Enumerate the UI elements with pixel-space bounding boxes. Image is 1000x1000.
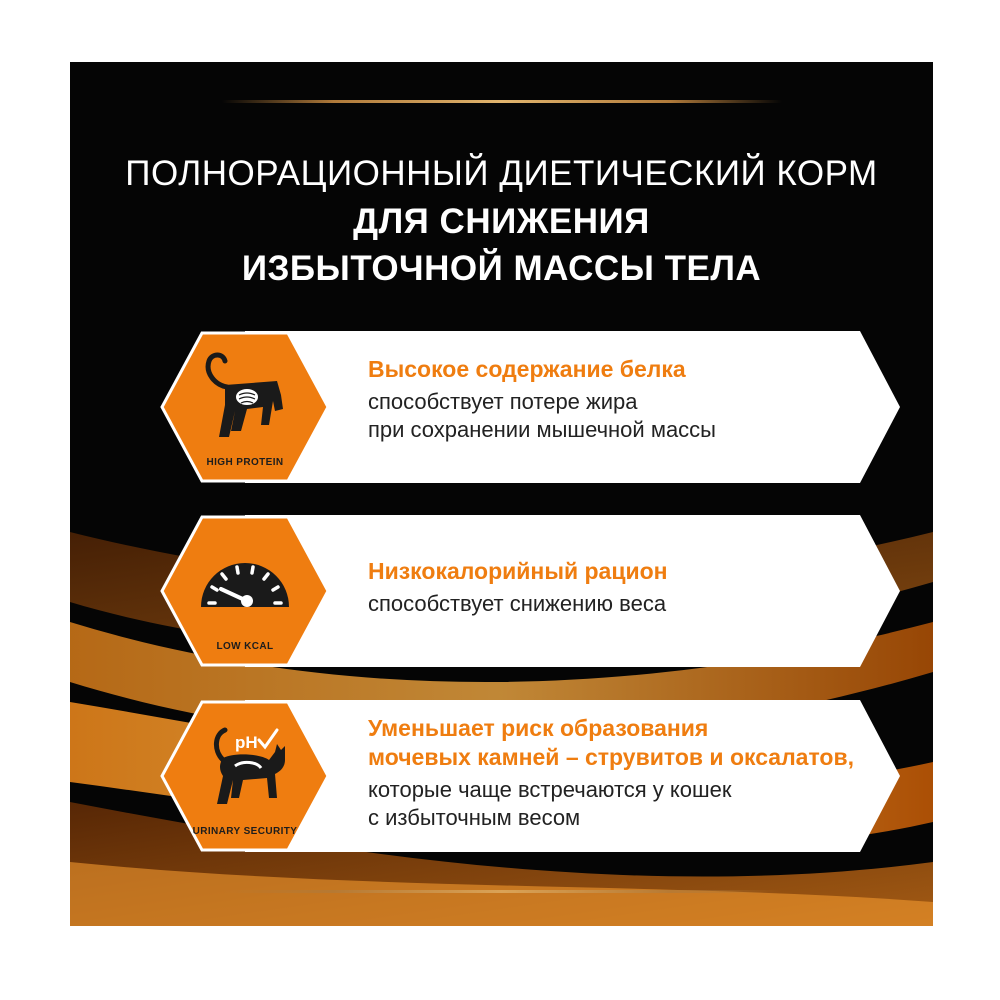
headline-line-2: ДЛЯ СНИЖЕНИЯ xyxy=(353,202,650,241)
dark-panel xyxy=(70,62,933,926)
feature-title xyxy=(368,714,880,772)
feature-badge-hexagon xyxy=(160,515,330,667)
feature-card-high-protein xyxy=(160,331,900,483)
feature-title-line: мочевых камней – струвитов и оксалатов, xyxy=(368,744,855,770)
feature-desc-line: способствует снижению веса xyxy=(368,591,667,616)
feature-desc-line: с избыточным весом xyxy=(368,805,581,830)
badge-label: HIGH PROTEIN xyxy=(206,457,284,468)
cat-muscle-icon xyxy=(195,345,295,445)
feature-desc-line: при сохранении мышечной массы xyxy=(368,417,716,442)
gold-divider-bottom xyxy=(222,890,782,893)
feature-description xyxy=(368,776,880,832)
headline-line-1: ПОЛНОРАЦИОННЫЙ ДИЕТИЧЕСКИЙ КОРМ xyxy=(125,154,878,193)
gauge-icon xyxy=(195,529,295,629)
feature-title xyxy=(368,355,880,384)
feature-title xyxy=(368,557,880,586)
feature-title-line: Уменьшает риск образования xyxy=(368,715,709,741)
feature-desc-line: способствует потере жира xyxy=(368,389,638,414)
feature-title-line: Низкокалорийный рацион xyxy=(368,558,668,584)
feature-badge-hexagon xyxy=(160,331,330,483)
feature-title-line: Высокое содержание белка xyxy=(368,356,686,382)
cat-ph-icon xyxy=(195,714,295,814)
feature-desc-line: которые чаще встречаются у кошек xyxy=(368,777,732,802)
gold-divider-top xyxy=(222,100,782,103)
badge-label: URINARY SECURITY xyxy=(192,826,298,837)
feature-description xyxy=(368,590,880,618)
feature-description xyxy=(368,388,880,444)
badge-label: LOW KCAL xyxy=(216,641,274,652)
feature-card-urinary-security xyxy=(160,700,900,852)
feature-badge-hexagon xyxy=(160,700,330,852)
ph-text: pH xyxy=(235,733,258,752)
headline-line-3: ИЗБЫТОЧНОЙ МАССЫ ТЕЛА xyxy=(241,249,762,288)
feature-card-low-kcal xyxy=(160,515,900,667)
